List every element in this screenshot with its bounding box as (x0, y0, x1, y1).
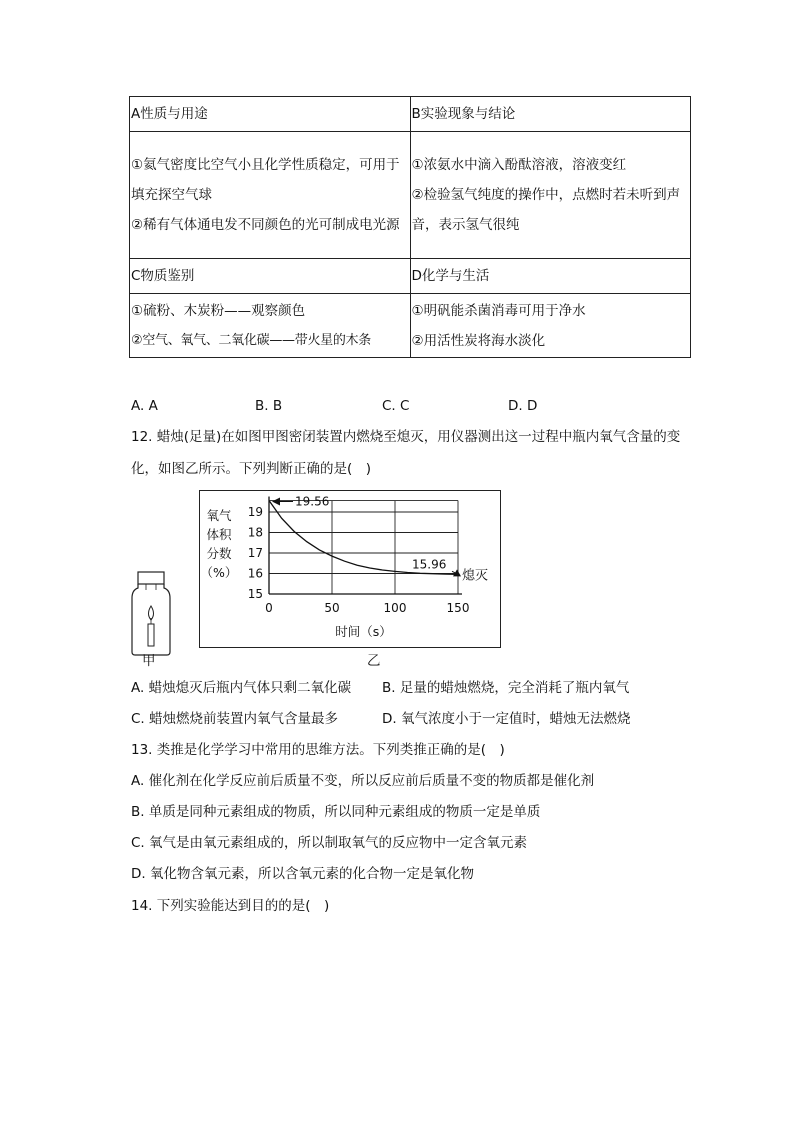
x-axis-label: 时间（s） (335, 624, 392, 639)
a-item-1: ①氦气密度比空气小且化学性质稳定，可用于填充探空气球 (131, 157, 400, 203)
table-cell-b (410, 132, 691, 259)
y-tick-label: 17 (247, 546, 263, 560)
table-cell-d (410, 294, 691, 358)
table-header-c: C物质鉴别 (130, 259, 411, 294)
q12-stem-line2: 化，如图乙所示。下列判断正确的是( ) (131, 461, 372, 477)
table-header-a: A性质与用途 (130, 97, 411, 132)
q11-option-d[interactable]: D. D (508, 398, 538, 414)
q11-option-c[interactable]: C. C (382, 398, 410, 414)
c-item-2: ②空气、氧气、二氧化碳——带火星的木条 (131, 332, 371, 348)
q14-stem: 14. 下列实验能达到目的的是( ) (131, 898, 330, 914)
y-tick-label: 18 (247, 525, 263, 540)
y-axis-label: 氧气 (206, 508, 232, 523)
fig-label-yi: 乙 (367, 653, 381, 669)
q12-option-a[interactable]: A. 蜡烛熄灭后瓶内气体只剩二氧化碳 (131, 680, 352, 696)
candle (148, 624, 154, 646)
y-tick-label: 19 (247, 505, 263, 519)
q13-stem: 13. 类推是化学学习中常用的思维方法。下列类推正确的是( ) (131, 742, 505, 758)
y-axis-label: 体积 (206, 527, 232, 542)
a-item-2: ②稀有气体通电发不同颜色的光可制成电光源 (131, 217, 400, 233)
table-header-d: D化学与生活 (410, 259, 691, 294)
q11-option-a[interactable]: A. A (131, 398, 158, 414)
fig-label-jia: 甲 (142, 653, 156, 669)
q11-table (129, 96, 691, 358)
q12-option-c[interactable]: C. 蜡烛燃烧前装置内氧气含量最多 (131, 711, 339, 727)
y-axis-label: （%） (200, 565, 238, 580)
oxygen-chart (199, 490, 501, 648)
q12-option-b[interactable]: B. 足量的蜡烛燃烧，完全消耗了瓶内氧气 (382, 680, 630, 696)
q12-stem-line1: 12. 蜡烛(足量)在如图甲图密闭装置内燃烧至熄灭，用仪器测出这一过程中瓶内氧气含量的变 (131, 429, 681, 445)
y-tick-label: 15 (247, 587, 263, 601)
bottle-candle-figure (128, 570, 174, 660)
c-item-1: ①硫粉、木炭粉——观察颜色 (131, 302, 306, 319)
table-cell-a (130, 132, 411, 259)
d-item-2: ②用活性炭将海水淡化 (411, 332, 546, 349)
annotation-extinguish-label: 熄灭 (462, 568, 489, 584)
x-tick-label: 150 (446, 601, 470, 615)
q13-option-a[interactable]: A. 催化剂在化学反应前后质量不变，所以反应前后质量不变的物质都是催化剂 (131, 773, 595, 789)
b-item-2: ②检验氢气纯度的操作中，点燃时若未听到声音，表示氢气很纯 (411, 187, 681, 233)
annotation-arrowhead-start (272, 498, 280, 506)
d-item-1: ①明矾能杀菌消毒可用于净水 (411, 302, 586, 319)
q13-option-d[interactable]: D. 氧化物含氧元素，所以含氧元素的化合物一定是氧化物 (131, 866, 474, 882)
table-header-b: B实验现象与结论 (410, 97, 691, 132)
y-tick-label: 16 (247, 566, 263, 581)
annotation-start-value: 19.56 (295, 494, 330, 509)
x-tick-label: 100 (383, 601, 407, 615)
y-axis-label: 分数 (206, 546, 232, 561)
b-item-1: ①浓氨水中滴入酚酞溶液，溶液变红 (411, 157, 627, 173)
bottle-cap (138, 572, 164, 584)
table-cell-c (130, 294, 411, 358)
flame-icon (149, 606, 154, 620)
q13-option-b[interactable]: B. 单质是同种元素组成的物质，所以同种元素组成的物质一定是单质 (131, 804, 541, 820)
annotation-end-value: 15.96 (412, 557, 447, 572)
x-tick-label: 0 (265, 601, 273, 615)
q12-option-d[interactable]: D. 氧气浓度小于一定值时，蜡烛无法燃烧 (382, 711, 631, 727)
q11-option-b[interactable]: B. B (255, 398, 283, 414)
x-tick-label: 50 (324, 601, 340, 615)
q13-option-c[interactable]: C. 氧气是由氧元素组成的，所以制取氧气的反应物中一定含氧元素 (131, 835, 528, 851)
